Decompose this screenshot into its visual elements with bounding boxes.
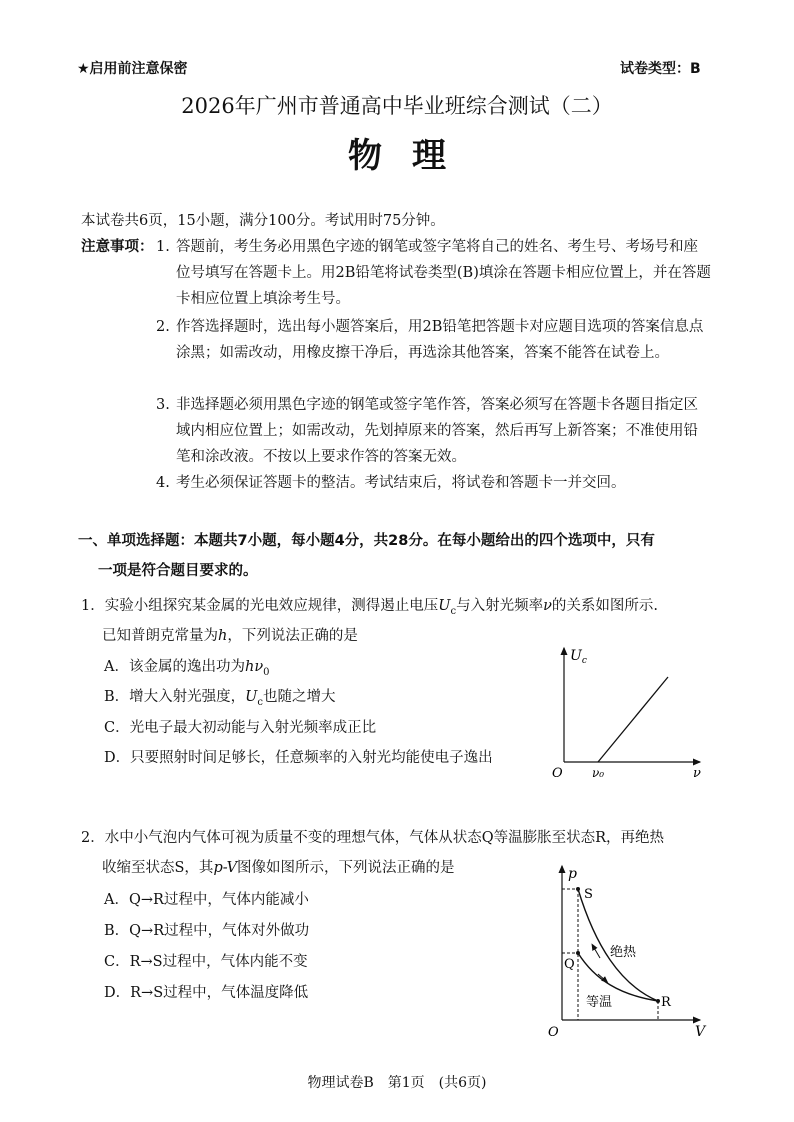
state-q-label: Q <box>564 957 575 972</box>
q1-var-u: U <box>438 598 451 614</box>
q1-stem-text-b: ，下列说法正确的是 <box>227 628 358 644</box>
confidential-mark: ★启用前注意保密 <box>77 61 188 77</box>
q2-stem-line1: 2．水中小气泡内气体可视为质量不变的理想气体，气体从状态Q等温膨胀至状态R，再绝热 <box>81 830 665 846</box>
note-text: 答题前，考生务必用黑色字迹的钢笔或签字笔将自己的姓名、考生号、考场号和座位号填写在答题卡上。用2B铅笔将试卷类型(B)填涂在答题卡相应位置上，并在答题卡相应位置上填涂考生号。 <box>176 239 711 307</box>
isothermal-label: 等温 <box>586 995 613 1010</box>
note-number: 3. <box>156 397 170 413</box>
option-math: U <box>245 689 258 705</box>
q1-option-a[interactable] <box>104 655 270 678</box>
option-sub: 0 <box>263 666 270 678</box>
note-number: 1. <box>156 239 170 255</box>
exam-title: 2026年广州市普通高中毕业班综合测试（二） <box>181 94 613 118</box>
option-label: C．光电子最大初动能与入射光频率成正比 <box>104 720 377 736</box>
note-number: 4. <box>156 475 170 491</box>
state-r-label: R <box>661 995 671 1010</box>
q2-option-b[interactable]: B．Q→R过程中，气体对外做功 <box>104 923 310 939</box>
q1-uc-nu-graph <box>540 640 710 785</box>
y-axis-label: p <box>568 866 577 882</box>
x-axis-label: ν <box>693 766 701 781</box>
option-label: A．该金属的逸出功为 <box>104 659 245 675</box>
section-heading-cont: 一项是符合题目要求的。 <box>98 563 258 579</box>
option-math: hν <box>244 659 264 675</box>
paper-type: 试卷类型：B <box>620 61 701 77</box>
origin-label: O <box>552 766 563 781</box>
q1-stem-text: 1．实验小组探究某金属的光电效应规律，测得遏止电压 <box>81 598 439 614</box>
option-rest: 也随之增大 <box>263 689 336 705</box>
adiabatic-arrow <box>593 946 600 958</box>
state-q-point <box>576 951 580 955</box>
note-1 <box>156 234 712 312</box>
q2-option-c[interactable]: C．R→S过程中，气体内能不变 <box>104 954 308 970</box>
note-number: 2. <box>156 319 170 335</box>
q2-option-d[interactable]: D．R→S过程中，气体温度降低 <box>104 985 309 1001</box>
note-4 <box>156 470 712 496</box>
x-axis-label: V <box>695 1024 706 1040</box>
intro-text: 本试卷共6页，15小题，满分100分。考试用时75分钟。 <box>81 213 445 229</box>
q1-stem-line2 <box>102 624 358 645</box>
note-3 <box>156 392 712 470</box>
state-r-point <box>656 999 660 1003</box>
option-label: D．只要照射时间足够长，任意频率的入射光均能使电子逸出 <box>104 750 493 766</box>
note-text: 作答选择题时，选出每小题答案后，用2B铅笔把答题卡对应题目选项的答案信息点涂黑；如需改动，用橡皮擦干净后，再选涂其他答案，答案不能答在试卷上。 <box>176 319 704 361</box>
state-s-point <box>576 887 580 891</box>
q2-stem-text: 收缩至状态S，其 <box>102 860 214 876</box>
q1-stem-text-b: 与入射光频率 <box>456 598 544 614</box>
nu0-tick-label: ν₀ <box>592 766 605 780</box>
q1-option-b[interactable] <box>104 685 336 708</box>
origin-label: O <box>548 1025 559 1040</box>
q2-pv-graph <box>540 860 710 1040</box>
option-label: B．增大入射光强度， <box>104 689 246 705</box>
isothermal-curve <box>578 953 658 1001</box>
subject-title: 物理 <box>348 136 476 176</box>
q1-stem-text: 已知普朗克常量为 <box>102 628 218 644</box>
note-2 <box>156 314 712 366</box>
adiabatic-label: 绝热 <box>610 945 637 960</box>
q2-stem-text-b: 图像如图所示，下列说法正确的是 <box>237 860 455 876</box>
y-axis-label: $U_c$ <box>570 648 587 666</box>
state-s-label: S <box>584 887 593 902</box>
page-footer: 物理试卷B 第1页 (共6页) <box>307 1075 487 1091</box>
section-heading: 一、单项选择题：本题共7小题，每小题4分，共28分。在每小题给出的四个选项中，只有 <box>78 533 655 549</box>
q2-option-a[interactable]: A．Q→R过程中，气体内能减小 <box>104 892 309 908</box>
notes-label: 注意事项： <box>81 239 154 255</box>
q1-var-h: h <box>218 628 228 644</box>
q1-stem-text-c: 的关系如图所示. <box>551 598 659 614</box>
q1-option-d[interactable] <box>104 746 493 767</box>
note-text: 非选择题必须用黑色字迹的钢笔或签字笔作答，答案必须写在答题卡各题目指定区域内相应位置上；如需改动，先划掉原来的答案，然后再写上新答案；不准使用铅笔和涂改液。不按以上要求作答的答案无效。 <box>176 397 698 465</box>
q2-pv-label: p-V <box>213 860 238 876</box>
q1-stem-line1 <box>81 594 658 617</box>
uc-line <box>598 677 668 762</box>
q1-sub-c: c <box>450 605 457 617</box>
q1-option-c[interactable] <box>104 716 376 737</box>
q1-var-nu: ν <box>543 598 552 614</box>
option-sub: c <box>257 696 263 708</box>
note-text: 考生必须保证答题卡的整洁。考试结束后，将试卷和答题卡一并交回。 <box>176 475 626 491</box>
q2-stem-line2 <box>102 856 455 877</box>
